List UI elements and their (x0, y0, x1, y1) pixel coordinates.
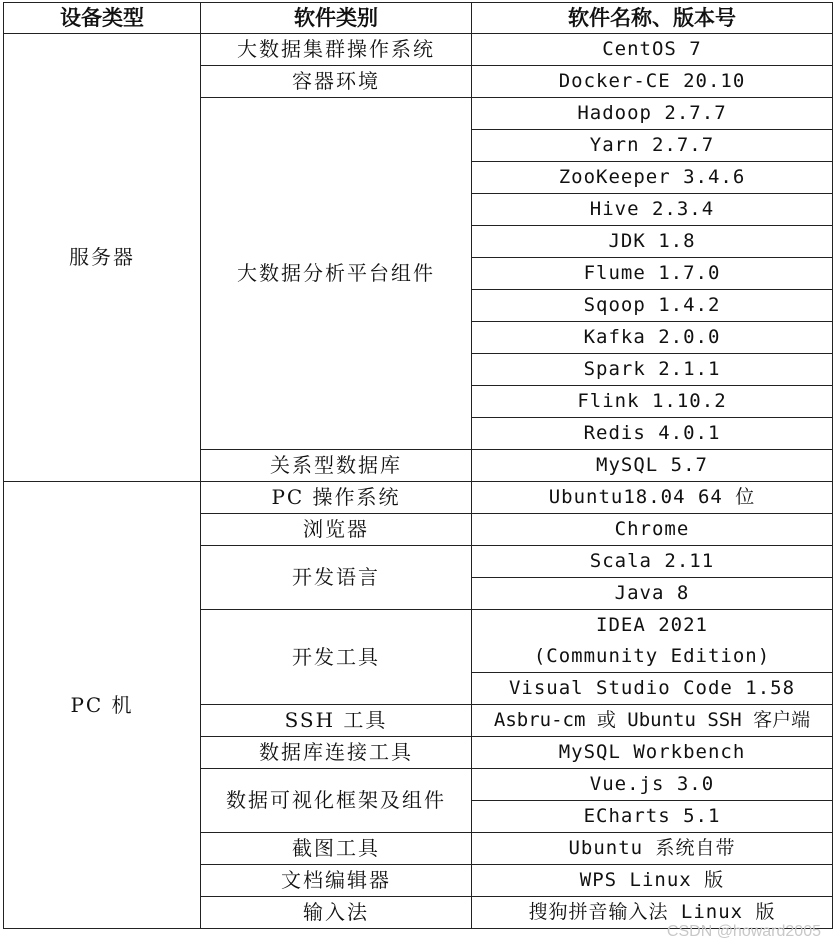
software-cell: JDK 1.8 (472, 226, 833, 258)
category-cell: 大数据分析平台组件 (201, 98, 472, 450)
software-cell: Spark 2.1.1 (472, 354, 833, 386)
header-software-category: 软件类别 (201, 3, 472, 34)
software-cell: (Community Edition) (472, 641, 833, 673)
software-cell: Sqoop 1.4.2 (472, 290, 833, 322)
software-environment-table (3, 2, 833, 929)
table-row (4, 482, 833, 514)
device-type-pc: PC 机 (4, 482, 201, 929)
header-software-name-version: 软件名称、版本号 (472, 3, 833, 34)
software-cell: Scala 2.11 (472, 546, 833, 578)
software-cell: IDEA 2021 (472, 610, 833, 642)
software-cell: WPS Linux 版 (472, 865, 833, 897)
category-cell: 开发语言 (201, 546, 472, 610)
software-cell: ZooKeeper 3.4.6 (472, 162, 833, 194)
watermark: CSDN @howard2005 (666, 923, 821, 940)
header-row (4, 3, 833, 34)
category-cell: 输入法 (201, 897, 472, 929)
software-cell: Vue.js 3.0 (472, 769, 833, 801)
device-type-server: 服务器 (4, 34, 201, 482)
category-cell: 截图工具 (201, 833, 472, 865)
category-cell: 浏览器 (201, 514, 472, 546)
software-cell: Java 8 (472, 578, 833, 610)
category-cell: 文档编辑器 (201, 865, 472, 897)
header-device-type: 设备类型 (4, 3, 201, 34)
category-cell: 数据可视化框架及组件 (201, 769, 472, 833)
software-cell: Ubuntu 系统自带 (472, 833, 833, 865)
software-cell: Chrome (472, 514, 833, 546)
software-cell: MySQL Workbench (472, 737, 833, 769)
software-cell: CentOS 7 (472, 34, 833, 66)
category-cell: 数据库连接工具 (201, 737, 472, 769)
software-cell: MySQL 5.7 (472, 450, 833, 482)
category-cell: 关系型数据库 (201, 450, 472, 482)
software-cell: Hive 2.3.4 (472, 194, 833, 226)
software-cell: Yarn 2.7.7 (472, 130, 833, 162)
software-cell: Flink 1.10.2 (472, 386, 833, 418)
software-cell: 搜狗拼音输入法 Linux 版 (472, 897, 833, 929)
category-cell: PC 操作系统 (201, 482, 472, 514)
category-cell: SSH 工具 (201, 705, 472, 737)
software-cell: Hadoop 2.7.7 (472, 98, 833, 130)
table-row (4, 34, 833, 66)
software-cell: Visual Studio Code 1.58 (472, 673, 833, 705)
software-cell: Ubuntu18.04 64 位 (472, 482, 833, 514)
software-cell: ECharts 5.1 (472, 801, 833, 833)
category-cell: 开发工具 (201, 610, 472, 705)
software-cell: Redis 4.0.1 (472, 418, 833, 450)
software-cell: Docker-CE 20.10 (472, 66, 833, 98)
category-cell: 容器环境 (201, 66, 472, 98)
software-cell: Asbru-cm 或 Ubuntu SSH 客户端 (472, 705, 833, 737)
software-cell: Flume 1.7.0 (472, 258, 833, 290)
category-cell: 大数据集群操作系统 (201, 34, 472, 66)
software-cell: Kafka 2.0.0 (472, 322, 833, 354)
